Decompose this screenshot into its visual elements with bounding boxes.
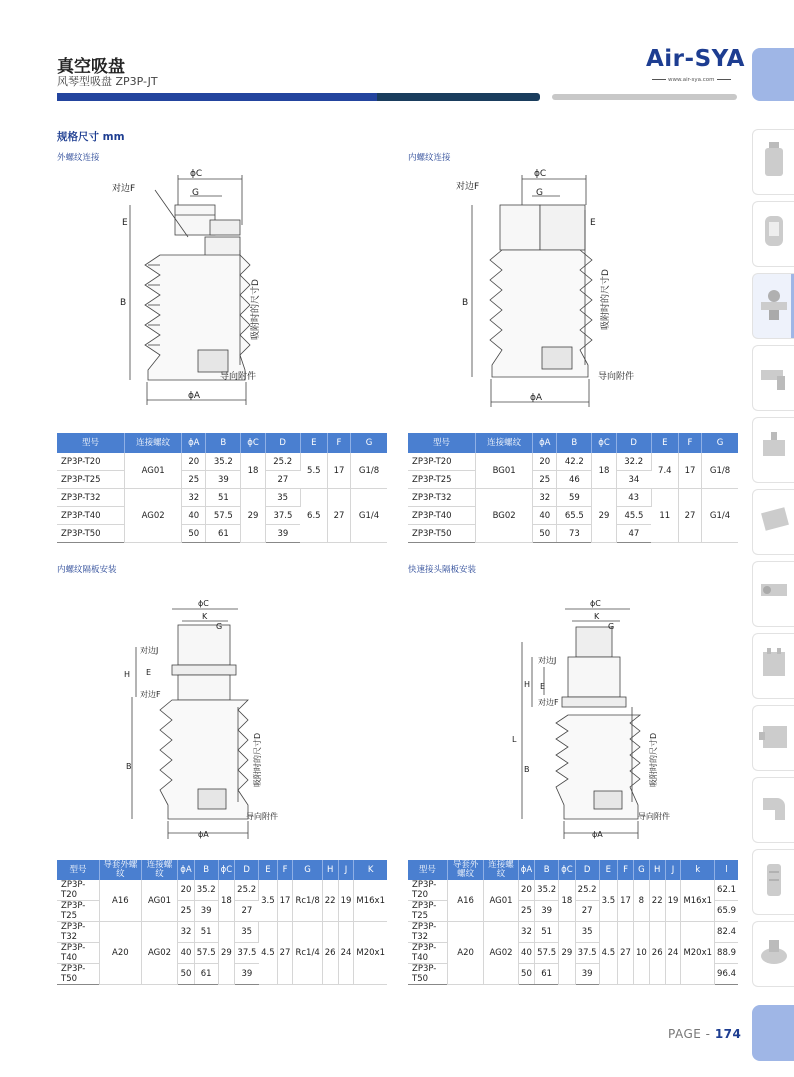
side-nav-tab-cup[interactable] [752,921,794,987]
table-cell: 65.9 [715,901,738,922]
table-cell: 39 [265,525,300,543]
label-g: G [608,622,615,631]
table-internal-thread [408,433,738,543]
page-number-value: 174 [714,1027,742,1041]
table-cell: 8 [633,880,649,922]
table-cell: 29 [241,489,265,543]
table-cell: 50 [518,964,534,985]
column-header: B [194,860,218,880]
filter-icon [757,214,791,250]
table-cell: 25.2 [235,880,259,901]
table-cell: 20 [182,453,206,471]
table-cell: 32.2 [616,453,651,471]
page-title: 真空吸盘 [57,57,125,77]
table-panel-mount-quick [408,860,738,985]
side-nav-tab-fitting[interactable] [752,345,794,411]
table-cell: 6.5 [300,489,327,543]
label-phiC: ϕC [198,599,209,608]
table-cell: 32 [518,922,534,943]
side-nav-tab-filter[interactable] [752,201,794,267]
table-cell: 32 [533,489,557,507]
label-d: 吸附时的尺寸D [251,279,261,340]
label-e: E [540,682,546,691]
table-cell: 35 [235,922,259,943]
table-cell: 51 [194,922,218,943]
table-cell: 5.5 [300,453,327,489]
column-header: E [259,860,278,880]
table-cell: 47 [616,525,651,543]
table-cell: M16x1 [681,880,715,922]
table-cell: 18 [241,453,265,489]
column-header: D [575,860,599,880]
label-across-f: 对边F [456,182,480,192]
table-cell: 17 [327,453,350,489]
side-nav-tab-valve[interactable] [752,417,794,483]
model-cell: ZP3P-T32 [408,922,447,943]
model-cell: ZP3P-T32 [57,489,125,507]
label-b: B [126,762,132,771]
table-cell: 20 [518,880,534,901]
table-cell: 20 [178,880,194,901]
table-cell: 17 [678,453,701,489]
column-header: ϕC [592,433,616,453]
model-cell: ZP3P-T40 [57,507,125,525]
table-cell: 39 [535,901,559,922]
label-phiA: ϕA [530,393,543,403]
label-b: B [524,765,530,774]
table-cell: 40 [533,507,557,525]
model-cell: ZP3P-T50 [408,525,476,543]
table-cell: 32 [182,489,206,507]
table-cell: G1/4 [351,489,387,543]
table-cell: G1/8 [351,453,387,489]
table-cell: 19 [338,880,354,922]
label-k: K [594,612,600,621]
label-guide: 导向附件 [598,372,635,382]
table-row [57,453,387,471]
table-cell: 32 [178,922,194,943]
label-across-f: 对边F [112,184,136,194]
label-across-f: 对边F [140,690,161,699]
label-phiC: ϕC [590,599,601,608]
cylinder-icon [757,718,791,754]
table-cell: 57.5 [194,943,218,964]
label-d: 吸附时的尺寸D [649,732,658,787]
table-cell: 61 [535,964,559,985]
section-title: 规格尺寸 mm [57,131,125,143]
table-cell: 18 [592,453,616,489]
caption-panel-mount-internal: 内螺纹隔板安装 [57,565,117,575]
table-row [57,922,387,943]
table-cell: 19 [665,880,681,922]
side-nav-tab-vacuum-pad[interactable] [752,273,794,339]
table-cell: 50 [533,525,557,543]
column-header: B [206,433,241,453]
table-cell: 34 [616,471,651,489]
label-h: H [124,670,131,679]
caption-panel-mount-quick: 快速接头隔板安装 [408,565,477,575]
column-header: ϕC [241,433,265,453]
filter-regulator-icon [757,142,791,178]
column-header: J [665,860,681,880]
page-subtitle: 风琴型吸盘 ZP3P-JT [57,75,158,88]
column-header: 导套外螺纹 [447,860,484,880]
table-cell: 10 [633,922,649,985]
model-cell: ZP3P-T32 [408,489,476,507]
table-cell: 26 [322,922,338,985]
column-header: k [681,860,715,880]
label-guide: 导向附件 [246,812,278,821]
table-cell: M16x1 [354,880,387,922]
label-e: E [146,668,152,677]
column-header: ϕA [533,433,557,453]
table-cell: A20 [100,922,142,985]
side-nav-tab-elbow[interactable] [752,777,794,843]
table-cell: 22 [649,880,665,922]
side-nav-tab-block[interactable] [752,489,794,555]
table-panel-mount-internal [57,860,387,985]
valve-icon [757,430,791,466]
column-header: ϕA [182,433,206,453]
table-cell: 4.5 [599,922,618,985]
column-header: F [618,860,634,880]
table-cell: 18 [559,880,576,922]
column-header: 连接螺纹 [141,860,178,880]
label-e: E [122,218,128,228]
bottom-corner-tab [752,1005,794,1061]
label-b: B [120,298,127,308]
column-header: G [702,433,738,453]
label-phiC: ϕC [534,169,547,179]
side-nav-tab-silencer[interactable] [752,849,794,915]
table-cell: 62.1 [715,880,738,901]
column-header: H [649,860,665,880]
table-cell: G1/8 [702,453,738,489]
column-header: F [327,433,350,453]
model-cell: ZP3P-T40 [408,507,476,525]
table-cell: 35 [575,922,599,943]
table-cell: 27 [235,901,259,922]
silencer-icon [757,862,791,898]
side-nav-tab-ejector[interactable] [752,561,794,627]
model-cell: ZP3P-T25 [408,471,476,489]
drawing-external-thread [100,165,320,415]
fitting-icon [757,358,791,394]
table-cell: 96.4 [715,964,738,985]
table-cell: 59 [557,489,592,507]
table-cell: 17 [618,880,634,922]
model-cell: ZP3P-T40 [57,943,100,964]
side-nav-tab-filter-regulator[interactable] [752,129,794,195]
column-header: B [557,433,592,453]
table-cell: 25 [178,901,194,922]
block-icon [757,502,791,538]
table-cell: AG02 [125,489,182,543]
column-header: ϕC [559,860,576,880]
header-rule-gray [552,94,737,100]
model-cell: ZP3P-T32 [57,922,100,943]
table-cell: 88.9 [715,943,738,964]
column-header: E [300,433,327,453]
table-cell: 50 [182,525,206,543]
table-cell: 27 [277,922,293,985]
table-cell: BG02 [476,489,533,543]
column-header: 导套外螺纹 [100,860,142,880]
column-header: J [338,860,354,880]
column-header: G [351,433,387,453]
column-header: B [535,860,559,880]
table-cell: M20x1 [354,922,387,985]
table-cell: A20 [447,922,484,985]
table-cell: A16 [100,880,142,922]
label-l: L [512,735,517,744]
column-header: F [277,860,293,880]
drawing-panel-mount-internal [120,597,300,847]
table-cell: 61 [194,964,218,985]
table-cell: Rc1/8 [293,880,322,922]
caption-internal-thread: 内螺纹连接 [408,153,451,163]
brand-logo: Air-SYA [646,46,745,72]
label-guide: 导向附件 [638,812,670,821]
elbow-icon [757,790,791,826]
column-header: 连接螺纹 [484,860,518,880]
model-cell: ZP3P-T25 [57,471,125,489]
table-external-thread [57,433,387,543]
table-row [408,453,738,471]
column-header: 型号 [57,433,125,453]
table-cell: 39 [235,964,259,985]
header-rule-dark [377,93,540,101]
label-phiA: ϕA [592,830,603,839]
table-cell: AG01 [484,880,518,922]
table-cell: 18 [218,880,235,922]
column-header: D [235,860,259,880]
column-header: D [265,433,300,453]
side-nav-tab-cylinder[interactable] [752,705,794,771]
side-nav-tab-manifold[interactable] [752,633,794,699]
brand-url: www.air-sya.com [652,77,731,83]
table-cell: BG01 [476,453,533,489]
table-cell: 17 [277,880,293,922]
model-cell: ZP3P-T25 [408,901,447,922]
table-cell: 61 [206,525,241,543]
table-cell: 37.5 [235,943,259,964]
table-cell: 35.2 [194,880,218,901]
table-cell: AG02 [141,922,178,985]
model-cell: ZP3P-T50 [57,525,125,543]
label-across-j: 对边J [140,646,159,655]
column-header: H [322,860,338,880]
table-row [408,880,738,901]
table-cell: 82.4 [715,922,738,943]
model-cell: ZP3P-T25 [57,901,100,922]
table-cell: 57.5 [206,507,241,525]
cup-icon [757,934,791,970]
manifold-icon [757,646,791,682]
label-phiC: ϕC [190,169,203,179]
top-corner-tab [752,48,794,101]
table-cell: 45.5 [616,507,651,525]
table-row [57,489,387,507]
page-label: PAGE - [668,1027,711,1041]
header-rule-blue [57,93,377,101]
column-header: l [715,860,738,880]
model-cell: ZP3P-T50 [408,964,447,985]
table-cell: 3.5 [599,880,618,922]
table-cell: 4.5 [259,922,278,985]
page-number [668,1027,741,1041]
table-cell: 27 [618,922,634,985]
caption-external-thread: 外螺纹连接 [57,153,100,163]
table-cell: 57.5 [535,943,559,964]
model-cell: ZP3P-T50 [57,964,100,985]
table-cell: 46 [557,471,592,489]
table-row [408,489,738,507]
column-header: D [616,433,651,453]
table-cell: 37.5 [575,943,599,964]
model-cell: ZP3P-T20 [408,453,476,471]
column-header: E [651,433,678,453]
label-phiA: ϕA [188,391,201,401]
table-cell: 43 [616,489,651,507]
model-cell: ZP3P-T40 [408,943,447,964]
table-row [57,880,387,901]
ejector-icon [757,574,791,610]
column-header: G [293,860,322,880]
table-cell: 27 [265,471,300,489]
table-cell: 40 [178,943,194,964]
table-cell: G1/4 [702,489,738,543]
table-cell: 42.2 [557,453,592,471]
column-header: 型号 [57,860,100,880]
model-cell: ZP3P-T20 [57,453,125,471]
table-cell: 26 [649,922,665,985]
table-cell: 25.2 [265,453,300,471]
column-header: ϕC [218,860,235,880]
column-header: 型号 [408,433,476,453]
column-header: ϕA [518,860,534,880]
table-cell: 39 [194,901,218,922]
table-cell: 37.5 [265,507,300,525]
drawing-panel-mount-quick [510,597,690,847]
column-header: G [633,860,649,880]
table-cell: 11 [651,489,678,543]
vacuum-pad-icon [757,286,791,322]
column-header: E [599,860,618,880]
table-cell: 65.5 [557,507,592,525]
label-guide: 导向附件 [220,372,257,382]
table-cell: 39 [575,964,599,985]
table-cell: AG01 [125,453,182,489]
table-cell: 50 [178,964,194,985]
table-cell: 29 [559,922,576,985]
model-cell: ZP3P-T20 [57,880,100,901]
table-cell: 25.2 [575,880,599,901]
table-cell: 40 [518,943,534,964]
table-cell: 20 [533,453,557,471]
table-cell: 29 [592,489,616,543]
label-d: 吸附时的尺寸D [253,732,262,787]
table-cell: 27 [575,901,599,922]
label-across-j: 对边J [538,656,557,665]
table-cell: 35 [265,489,300,507]
table-cell: 27 [678,489,701,543]
column-header: ϕA [178,860,194,880]
column-header: F [678,433,701,453]
column-header: 连接螺纹 [476,433,533,453]
label-h: H [524,680,531,689]
label-g: G [192,188,199,198]
label-k: K [202,612,208,621]
table-cell: 35.2 [206,453,241,471]
table-cell: 39 [206,471,241,489]
label-across-f: 对边F [538,698,559,707]
label-g: G [536,188,543,198]
table-cell: A16 [447,880,484,922]
table-cell: AG02 [484,922,518,985]
label-d: 吸附时的尺寸D [601,269,611,330]
table-cell: 51 [535,922,559,943]
drawing-internal-thread [450,165,670,415]
table-cell: 25 [518,901,534,922]
table-cell: 29 [218,922,235,985]
column-header: 型号 [408,860,447,880]
table-cell: 40 [182,507,206,525]
table-cell: 24 [338,922,354,985]
table-cell: M20x1 [681,922,715,985]
label-b: B [462,298,469,308]
table-cell: 24 [665,922,681,985]
table-cell: 22 [322,880,338,922]
table-cell: Rc1/4 [293,922,322,985]
model-cell: ZP3P-T20 [408,880,447,901]
column-header: 连接螺纹 [125,433,182,453]
column-header: K [354,860,387,880]
table-cell: 25 [182,471,206,489]
label-phiA: ϕA [198,830,209,839]
table-row [408,922,738,943]
table-cell: 27 [327,489,350,543]
table-cell: 7.4 [651,453,678,489]
table-cell: 35.2 [535,880,559,901]
table-cell: 3.5 [259,880,278,922]
table-cell: AG01 [141,880,178,922]
table-cell: 25 [533,471,557,489]
table-cell: 73 [557,525,592,543]
label-g: G [216,622,223,631]
table-cell: 51 [206,489,241,507]
label-e: E [590,218,596,228]
